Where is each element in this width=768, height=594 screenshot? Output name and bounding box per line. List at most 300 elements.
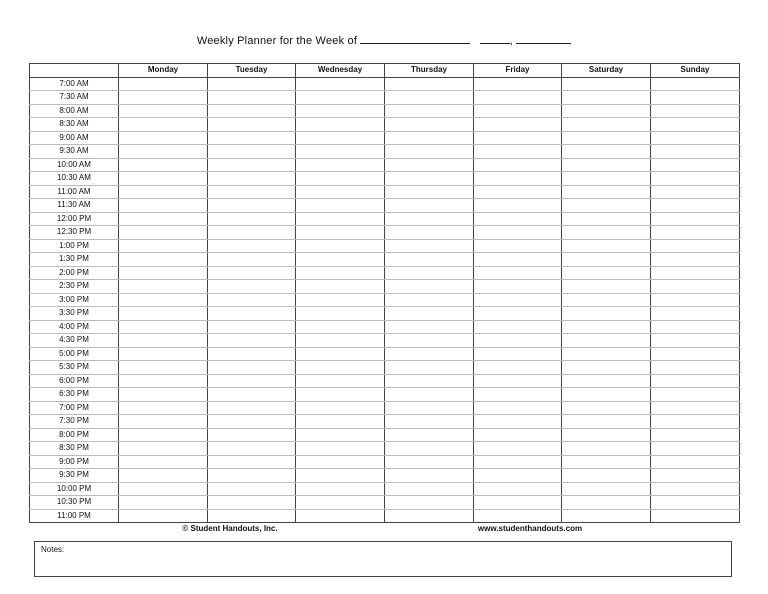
planner-cell-saturday[interactable] <box>562 388 651 402</box>
planner-cell-monday[interactable] <box>119 158 208 172</box>
table-row <box>30 266 740 280</box>
planner-cell-tuesday[interactable] <box>208 469 296 483</box>
day-header-thursday: Thursday <box>385 64 474 78</box>
planner-cell-friday[interactable] <box>474 509 562 523</box>
planner-cell-wednesday[interactable] <box>296 442 385 456</box>
planner-cell-thursday[interactable] <box>385 266 474 280</box>
planner-cell-saturday[interactable] <box>562 158 651 172</box>
planner-cell-monday[interactable] <box>119 172 208 186</box>
planner-cell-tuesday[interactable] <box>208 280 296 294</box>
time-slot-label: 10:00 PM <box>30 482 119 496</box>
planner-cell-wednesday[interactable] <box>296 482 385 496</box>
planner-cell-sunday[interactable] <box>651 388 740 402</box>
planner-cell-wednesday[interactable] <box>296 415 385 429</box>
planner-cell-wednesday[interactable] <box>296 253 385 267</box>
planner-cell-saturday[interactable] <box>562 280 651 294</box>
planner-cell-saturday[interactable] <box>562 415 651 429</box>
planner-cell-friday[interactable] <box>474 293 562 307</box>
planner-cell-wednesday[interactable] <box>296 91 385 105</box>
planner-cell-tuesday[interactable] <box>208 482 296 496</box>
time-slot-label: 7:30 PM <box>30 415 119 429</box>
planner-cell-wednesday[interactable] <box>296 374 385 388</box>
planner-cell-saturday[interactable] <box>562 442 651 456</box>
planner-cell-monday[interactable] <box>119 347 208 361</box>
planner-cell-friday[interactable] <box>474 91 562 105</box>
table-row <box>30 469 740 483</box>
planner-cell-wednesday[interactable] <box>296 320 385 334</box>
time-slot-label: 8:00 AM <box>30 104 119 118</box>
time-slot-label: 5:30 PM <box>30 361 119 375</box>
planner-cell-wednesday[interactable] <box>296 212 385 226</box>
planner-cell-tuesday[interactable] <box>208 253 296 267</box>
planner-cell-sunday[interactable] <box>651 226 740 240</box>
planner-cell-saturday[interactable] <box>562 239 651 253</box>
notes-box[interactable] <box>34 541 732 577</box>
planner-cell-monday[interactable] <box>119 131 208 145</box>
planner-cell-sunday[interactable] <box>651 293 740 307</box>
planner-cell-sunday[interactable] <box>651 361 740 375</box>
planner-cell-tuesday[interactable] <box>208 212 296 226</box>
table-row <box>30 226 740 240</box>
planner-cell-tuesday[interactable] <box>208 388 296 402</box>
planner-cell-monday[interactable] <box>119 145 208 159</box>
planner-cell-thursday[interactable] <box>385 361 474 375</box>
planner-cell-saturday[interactable] <box>562 496 651 510</box>
planner-cell-wednesday[interactable] <box>296 293 385 307</box>
planner-cell-thursday[interactable] <box>385 415 474 429</box>
planner-cell-sunday[interactable] <box>651 145 740 159</box>
planner-cell-saturday[interactable] <box>562 77 651 91</box>
planner-cell-saturday[interactable] <box>562 469 651 483</box>
planner-cell-thursday[interactable] <box>385 185 474 199</box>
planner-cell-wednesday[interactable] <box>296 145 385 159</box>
header-row <box>30 64 740 78</box>
planner-cell-friday[interactable] <box>474 442 562 456</box>
planner-cell-monday[interactable] <box>119 280 208 294</box>
planner-cell-tuesday[interactable] <box>208 361 296 375</box>
planner-cell-wednesday[interactable] <box>296 239 385 253</box>
planner-cell-saturday[interactable] <box>562 334 651 348</box>
planner-cell-friday[interactable] <box>474 212 562 226</box>
planner-cell-sunday[interactable] <box>651 185 740 199</box>
planner-cell-sunday[interactable] <box>651 320 740 334</box>
planner-cell-wednesday[interactable] <box>296 509 385 523</box>
planner-cell-sunday[interactable] <box>651 401 740 415</box>
planner-cell-thursday[interactable] <box>385 509 474 523</box>
planner-cell-sunday[interactable] <box>651 266 740 280</box>
time-slot-label: 6:00 PM <box>30 374 119 388</box>
planner-cell-thursday[interactable] <box>385 199 474 213</box>
time-slot-label: 8:00 PM <box>30 428 119 442</box>
planner-cell-friday[interactable] <box>474 347 562 361</box>
planner-cell-monday[interactable] <box>119 509 208 523</box>
planner-cell-friday[interactable] <box>474 266 562 280</box>
time-slot-label: 4:30 PM <box>30 334 119 348</box>
planner-cell-sunday[interactable] <box>651 374 740 388</box>
time-slot-rows <box>30 77 740 523</box>
planner-cell-sunday[interactable] <box>651 104 740 118</box>
planner-cell-thursday[interactable] <box>385 104 474 118</box>
planner-cell-tuesday[interactable] <box>208 401 296 415</box>
planner-cell-thursday[interactable] <box>385 455 474 469</box>
planner-cell-tuesday[interactable] <box>208 226 296 240</box>
time-slot-label: 10:00 AM <box>30 158 119 172</box>
planner-cell-friday[interactable] <box>474 428 562 442</box>
planner-cell-wednesday[interactable] <box>296 401 385 415</box>
planner-cell-saturday[interactable] <box>562 253 651 267</box>
planner-cell-thursday[interactable] <box>385 280 474 294</box>
planner-cell-sunday[interactable] <box>651 118 740 132</box>
planner-cell-sunday[interactable] <box>651 347 740 361</box>
planner-cell-thursday[interactable] <box>385 77 474 91</box>
time-slot-label: 7:30 AM <box>30 91 119 105</box>
table-row <box>30 199 740 213</box>
planner-cell-sunday[interactable] <box>651 307 740 321</box>
table-row <box>30 131 740 145</box>
planner-cell-thursday[interactable] <box>385 172 474 186</box>
planner-cell-friday[interactable] <box>474 226 562 240</box>
planner-cell-sunday[interactable] <box>651 280 740 294</box>
planner-cell-thursday[interactable] <box>385 320 474 334</box>
time-slot-label: 3:00 PM <box>30 293 119 307</box>
table-row <box>30 172 740 186</box>
planner-cell-monday[interactable] <box>119 469 208 483</box>
planner-cell-saturday[interactable] <box>562 374 651 388</box>
table-row <box>30 104 740 118</box>
planner-cell-wednesday[interactable] <box>296 428 385 442</box>
week-day-blank[interactable] <box>480 34 510 44</box>
planner-cell-tuesday[interactable] <box>208 293 296 307</box>
planner-cell-sunday[interactable] <box>651 415 740 429</box>
planner-cell-thursday[interactable] <box>385 428 474 442</box>
planner-cell-saturday[interactable] <box>562 482 651 496</box>
planner-cell-tuesday[interactable] <box>208 118 296 132</box>
planner-cell-thursday[interactable] <box>385 388 474 402</box>
table-row <box>30 496 740 510</box>
table-row <box>30 77 740 91</box>
planner-cell-saturday[interactable] <box>562 347 651 361</box>
time-slot-label: 7:00 AM <box>30 77 119 91</box>
table-row <box>30 253 740 267</box>
planner-cell-tuesday[interactable] <box>208 131 296 145</box>
planner-cell-friday[interactable] <box>474 469 562 483</box>
planner-title-text: Weekly Planner for the Week of <box>196 35 358 47</box>
planner-cell-monday[interactable] <box>119 374 208 388</box>
planner-cell-monday[interactable] <box>119 320 208 334</box>
planner-cell-thursday[interactable] <box>385 239 474 253</box>
time-slot-label: 10:30 AM <box>30 172 119 186</box>
planner-cell-wednesday[interactable] <box>296 347 385 361</box>
planner-cell-saturday[interactable] <box>562 361 651 375</box>
time-slot-label: 7:00 PM <box>30 401 119 415</box>
planner-cell-friday[interactable] <box>474 158 562 172</box>
planner-cell-monday[interactable] <box>119 212 208 226</box>
planner-cell-saturday[interactable] <box>562 212 651 226</box>
planner-cell-friday[interactable] <box>474 374 562 388</box>
planner-cell-monday[interactable] <box>119 118 208 132</box>
planner-cell-sunday[interactable] <box>651 509 740 523</box>
planner-cell-tuesday[interactable] <box>208 185 296 199</box>
planner-cell-friday[interactable] <box>474 253 562 267</box>
planner-cell-monday[interactable] <box>119 388 208 402</box>
time-slot-label: 1:00 PM <box>30 239 119 253</box>
table-row <box>30 401 740 415</box>
planner-cell-monday[interactable] <box>119 104 208 118</box>
planner-cell-saturday[interactable] <box>562 455 651 469</box>
planner-cell-monday[interactable] <box>119 428 208 442</box>
time-slot-label: 8:30 PM <box>30 442 119 456</box>
planner-cell-wednesday[interactable] <box>296 226 385 240</box>
planner-cell-monday[interactable] <box>119 361 208 375</box>
week-name-blank[interactable] <box>360 34 470 44</box>
time-slot-label: 9:00 PM <box>30 455 119 469</box>
planner-cell-wednesday[interactable] <box>296 118 385 132</box>
table-row <box>30 185 740 199</box>
table-row <box>30 280 740 294</box>
planner-cell-wednesday[interactable] <box>296 77 385 91</box>
planner-cell-sunday[interactable] <box>651 253 740 267</box>
planner-cell-saturday[interactable] <box>562 293 651 307</box>
planner-cell-saturday[interactable] <box>562 266 651 280</box>
planner-cell-tuesday[interactable] <box>208 158 296 172</box>
planner-cell-tuesday[interactable] <box>208 509 296 523</box>
planner-cell-saturday[interactable] <box>562 131 651 145</box>
planner-cell-sunday[interactable] <box>651 469 740 483</box>
planner-cell-monday[interactable] <box>119 253 208 267</box>
table-row <box>30 374 740 388</box>
planner-cell-saturday[interactable] <box>562 428 651 442</box>
table-row <box>30 361 740 375</box>
planner-cell-tuesday[interactable] <box>208 320 296 334</box>
planner-cell-saturday[interactable] <box>562 91 651 105</box>
planner-cell-wednesday[interactable] <box>296 266 385 280</box>
planner-cell-sunday[interactable] <box>651 158 740 172</box>
time-column-header <box>30 64 119 78</box>
planner-cell-tuesday[interactable] <box>208 145 296 159</box>
planner-cell-sunday[interactable] <box>651 239 740 253</box>
planner-cell-tuesday[interactable] <box>208 91 296 105</box>
planner-cell-wednesday[interactable] <box>296 455 385 469</box>
planner-cell-saturday[interactable] <box>562 185 651 199</box>
planner-cell-thursday[interactable] <box>385 469 474 483</box>
planner-cell-friday[interactable] <box>474 199 562 213</box>
planner-cell-wednesday[interactable] <box>296 496 385 510</box>
time-slot-label: 9:30 AM <box>30 145 119 159</box>
planner-cell-saturday[interactable] <box>562 509 651 523</box>
table-row <box>30 158 740 172</box>
planner-cell-friday[interactable] <box>474 455 562 469</box>
planner-cell-friday[interactable] <box>474 185 562 199</box>
planner-cell-tuesday[interactable] <box>208 266 296 280</box>
planner-cell-monday[interactable] <box>119 455 208 469</box>
date-separator: , <box>509 35 513 47</box>
planner-cell-friday[interactable] <box>474 118 562 132</box>
planner-cell-sunday[interactable] <box>651 334 740 348</box>
planner-cell-thursday[interactable] <box>385 158 474 172</box>
website-link[interactable]: www.studenthandouts.com <box>477 524 583 533</box>
table-row <box>30 482 740 496</box>
planner-cell-saturday[interactable] <box>562 307 651 321</box>
table-row <box>30 239 740 253</box>
planner-cell-wednesday[interactable] <box>296 131 385 145</box>
planner-cell-thursday[interactable] <box>385 307 474 321</box>
planner-cell-wednesday[interactable] <box>296 158 385 172</box>
time-slot-label: 12:00 PM <box>30 212 119 226</box>
planner-cell-monday[interactable] <box>119 401 208 415</box>
planner-cell-thursday[interactable] <box>385 226 474 240</box>
planner-cell-saturday[interactable] <box>562 118 651 132</box>
time-slot-label: 11:00 PM <box>30 509 119 523</box>
planner-cell-sunday[interactable] <box>651 91 740 105</box>
planner-cell-friday[interactable] <box>474 482 562 496</box>
planner-cell-tuesday[interactable] <box>208 415 296 429</box>
planner-cell-friday[interactable] <box>474 388 562 402</box>
planner-cell-monday[interactable] <box>119 442 208 456</box>
planner-cell-thursday[interactable] <box>385 118 474 132</box>
planner-cell-tuesday[interactable] <box>208 77 296 91</box>
planner-cell-thursday[interactable] <box>385 496 474 510</box>
table-row <box>30 455 740 469</box>
time-slot-label: 2:30 PM <box>30 280 119 294</box>
planner-cell-tuesday[interactable] <box>208 199 296 213</box>
planner-cell-sunday[interactable] <box>651 442 740 456</box>
planner-cell-monday[interactable] <box>119 482 208 496</box>
planner-cell-monday[interactable] <box>119 307 208 321</box>
planner-cell-thursday[interactable] <box>385 91 474 105</box>
planner-cell-sunday[interactable] <box>651 428 740 442</box>
table-row <box>30 347 740 361</box>
table-row <box>30 91 740 105</box>
time-slot-label: 5:00 PM <box>30 347 119 361</box>
planner-cell-saturday[interactable] <box>562 172 651 186</box>
planner-cell-thursday[interactable] <box>385 253 474 267</box>
time-slot-label: 3:30 PM <box>30 307 119 321</box>
planner-cell-saturday[interactable] <box>562 104 651 118</box>
table-row <box>30 118 740 132</box>
planner-cell-friday[interactable] <box>474 361 562 375</box>
planner-cell-tuesday[interactable] <box>208 347 296 361</box>
planner-cell-tuesday[interactable] <box>208 239 296 253</box>
week-year-blank[interactable] <box>516 34 571 44</box>
planner-cell-wednesday[interactable] <box>296 199 385 213</box>
planner-cell-saturday[interactable] <box>562 199 651 213</box>
planner-cell-thursday[interactable] <box>385 334 474 348</box>
planner-cell-thursday[interactable] <box>385 347 474 361</box>
planner-cell-tuesday[interactable] <box>208 334 296 348</box>
table-row <box>30 388 740 402</box>
planner-cell-sunday[interactable] <box>651 131 740 145</box>
planner-cell-friday[interactable] <box>474 104 562 118</box>
planner-cell-thursday[interactable] <box>385 293 474 307</box>
planner-cell-monday[interactable] <box>119 199 208 213</box>
planner-cell-saturday[interactable] <box>562 226 651 240</box>
table-row <box>30 334 740 348</box>
planner-cell-thursday[interactable] <box>385 212 474 226</box>
day-header-sunday: Sunday <box>651 64 740 78</box>
time-slot-label: 2:00 PM <box>30 266 119 280</box>
planner-cell-thursday[interactable] <box>385 482 474 496</box>
planner-cell-friday[interactable] <box>474 320 562 334</box>
planner-cell-tuesday[interactable] <box>208 104 296 118</box>
planner-cell-wednesday[interactable] <box>296 104 385 118</box>
planner-cell-monday[interactable] <box>119 293 208 307</box>
planner-cell-tuesday[interactable] <box>208 374 296 388</box>
planner-cell-tuesday[interactable] <box>208 496 296 510</box>
planner-cell-friday[interactable] <box>474 307 562 321</box>
planner-cell-wednesday[interactable] <box>296 388 385 402</box>
planner-cell-saturday[interactable] <box>562 320 651 334</box>
planner-cell-tuesday[interactable] <box>208 428 296 442</box>
weekly-planner-table <box>29 63 740 523</box>
planner-cell-friday[interactable] <box>474 415 562 429</box>
planner-cell-thursday[interactable] <box>385 442 474 456</box>
time-slot-label: 12:30 PM <box>30 226 119 240</box>
planner-cell-wednesday[interactable] <box>296 307 385 321</box>
day-header-tuesday: Tuesday <box>208 64 296 78</box>
planner-cell-sunday[interactable] <box>651 482 740 496</box>
planner-cell-thursday[interactable] <box>385 374 474 388</box>
planner-cell-wednesday[interactable] <box>296 361 385 375</box>
planner-cell-sunday[interactable] <box>651 199 740 213</box>
planner-cell-tuesday[interactable] <box>208 307 296 321</box>
planner-cell-monday[interactable] <box>119 91 208 105</box>
time-slot-label: 4:00 PM <box>30 320 119 334</box>
planner-cell-tuesday[interactable] <box>208 455 296 469</box>
planner-cell-saturday[interactable] <box>562 401 651 415</box>
planner-cell-friday[interactable] <box>474 334 562 348</box>
planner-cell-monday[interactable] <box>119 226 208 240</box>
day-header-monday: Monday <box>119 64 208 78</box>
planner-cell-sunday[interactable] <box>651 212 740 226</box>
planner-cell-monday[interactable] <box>119 496 208 510</box>
planner-cell-saturday[interactable] <box>562 145 651 159</box>
planner-cell-friday[interactable] <box>474 239 562 253</box>
planner-cell-monday[interactable] <box>119 415 208 429</box>
time-slot-label: 10:30 PM <box>30 496 119 510</box>
planner-cell-wednesday[interactable] <box>296 469 385 483</box>
time-slot-label: 11:00 AM <box>30 185 119 199</box>
planner-cell-friday[interactable] <box>474 77 562 91</box>
planner-cell-friday[interactable] <box>474 401 562 415</box>
planner-cell-wednesday[interactable] <box>296 172 385 186</box>
planner-cell-friday[interactable] <box>474 496 562 510</box>
notes-label: Notes: <box>41 545 65 554</box>
planner-cell-friday[interactable] <box>474 172 562 186</box>
planner-cell-monday[interactable] <box>119 266 208 280</box>
planner-cell-sunday[interactable] <box>651 172 740 186</box>
planner-cell-monday[interactable] <box>119 334 208 348</box>
planner-cell-thursday[interactable] <box>385 131 474 145</box>
planner-cell-friday[interactable] <box>474 280 562 294</box>
planner-cell-thursday[interactable] <box>385 145 474 159</box>
planner-cell-monday[interactable] <box>119 77 208 91</box>
planner-cell-monday[interactable] <box>119 185 208 199</box>
planner-cell-sunday[interactable] <box>651 496 740 510</box>
planner-cell-sunday[interactable] <box>651 455 740 469</box>
planner-cell-tuesday[interactable] <box>208 172 296 186</box>
planner-cell-tuesday[interactable] <box>208 442 296 456</box>
planner-cell-sunday[interactable] <box>651 77 740 91</box>
planner-cell-friday[interactable] <box>474 145 562 159</box>
planner-cell-wednesday[interactable] <box>296 280 385 294</box>
planner-title <box>0 34 768 47</box>
table-row <box>30 509 740 523</box>
planner-cell-wednesday[interactable] <box>296 334 385 348</box>
planner-cell-monday[interactable] <box>119 239 208 253</box>
planner-cell-friday[interactable] <box>474 131 562 145</box>
planner-cell-wednesday[interactable] <box>296 185 385 199</box>
planner-cell-thursday[interactable] <box>385 401 474 415</box>
